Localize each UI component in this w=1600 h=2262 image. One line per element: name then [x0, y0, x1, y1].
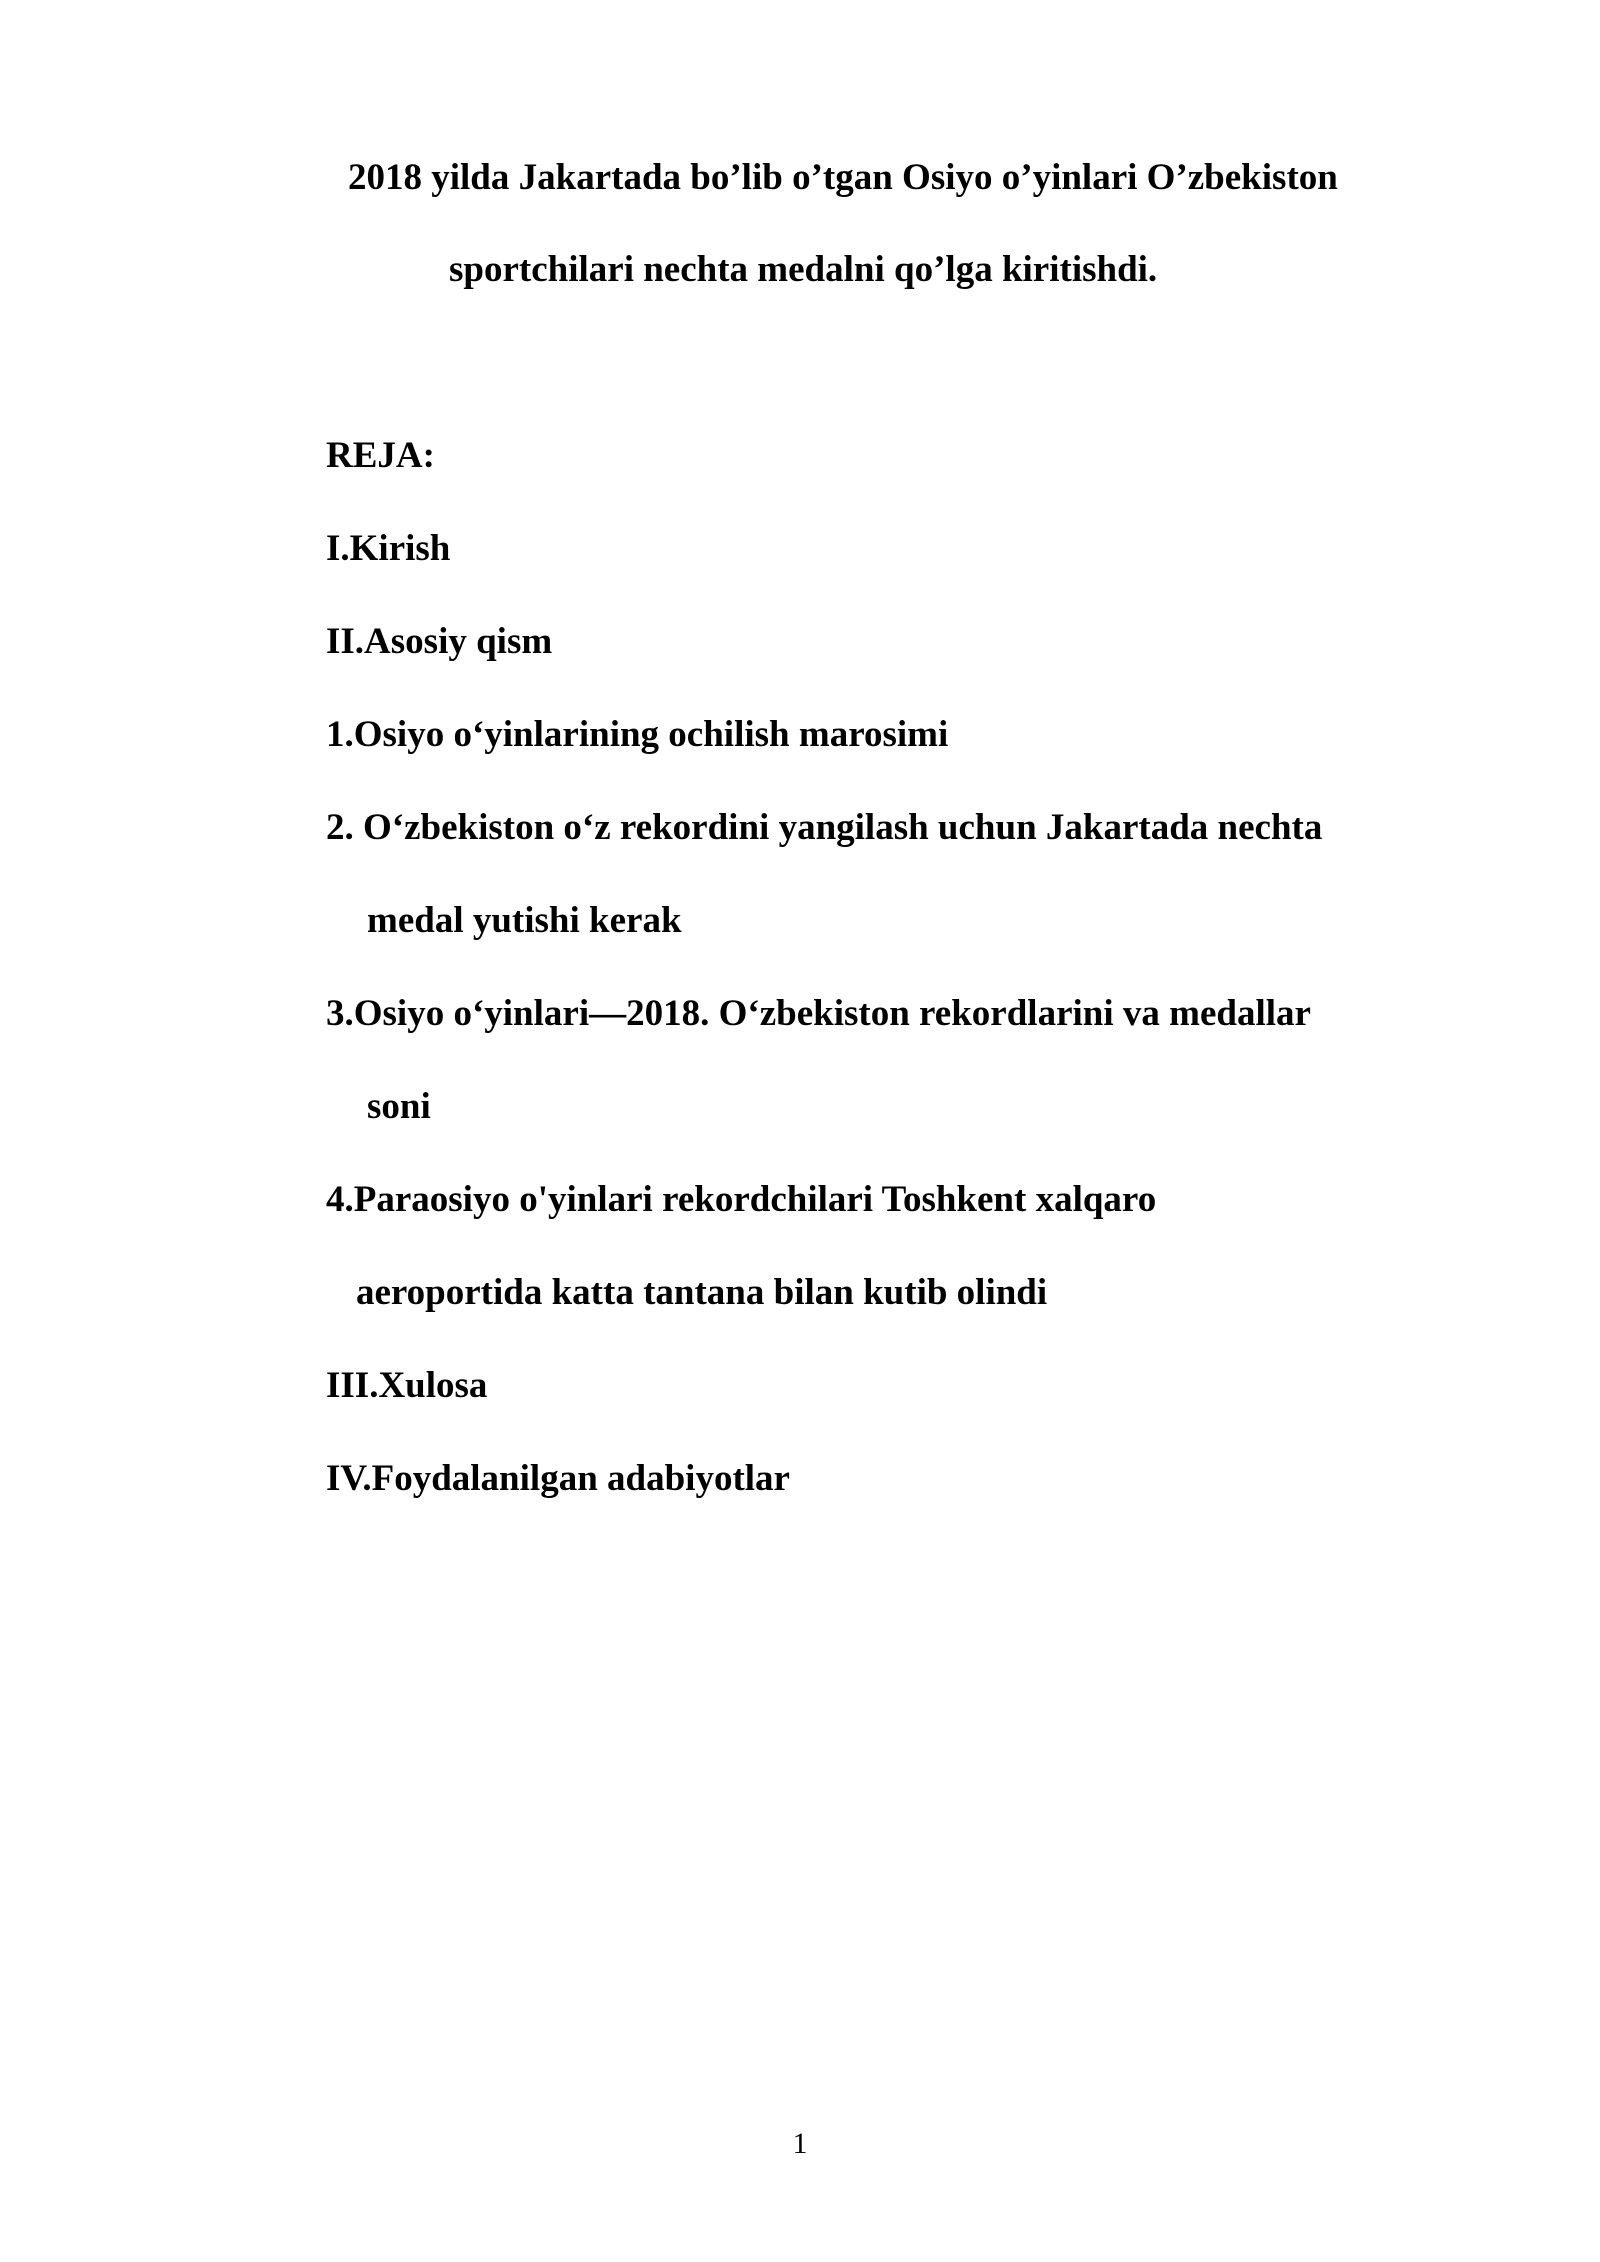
plan-heading: REJA:: [326, 435, 435, 476]
title-line-2: sportchilari nechta medalni qo’lga kiritishdi.: [449, 249, 1158, 290]
plan-subitem-4-line-2: aeroportida katta tantana bilan kutib olindi: [356, 1272, 1048, 1313]
plan-item-references: IV.Foydalanilgan adabiyotlar: [326, 1458, 790, 1499]
plan-item-intro: I.Kirish: [326, 528, 451, 569]
plan-subitem-1: 1.Osiyo o‘yinlarining ochilish marosimi: [326, 714, 949, 755]
plan-subitem-4-line-1: 4.Paraosiyo o'yinlari rekordchilari Toshkent xalqaro: [326, 1179, 1157, 1220]
plan-subitem-2-line-1: 2. O‘zbekiston o‘z rekordini yangilash uchun Jakartada nechta: [326, 807, 1323, 848]
plan-subitem-3-line-2: soni: [367, 1086, 431, 1127]
page-number: 1: [792, 2127, 808, 2160]
plan-subitem-3-line-1: 3.Osiyo o‘yinlari—2018. O‘zbekiston rekordlarini va medallar: [326, 993, 1311, 1034]
plan-item-main: II.Asosiy qism: [326, 621, 553, 662]
plan-subitem-2-line-2: medal yutishi kerak: [367, 900, 682, 941]
plan-item-conclusion: III.Xulosa: [326, 1365, 488, 1406]
title-line-1: 2018 yilda Jakartada bo’lib o’tgan Osiyo o’yinlari O’zbekiston: [348, 157, 1338, 198]
